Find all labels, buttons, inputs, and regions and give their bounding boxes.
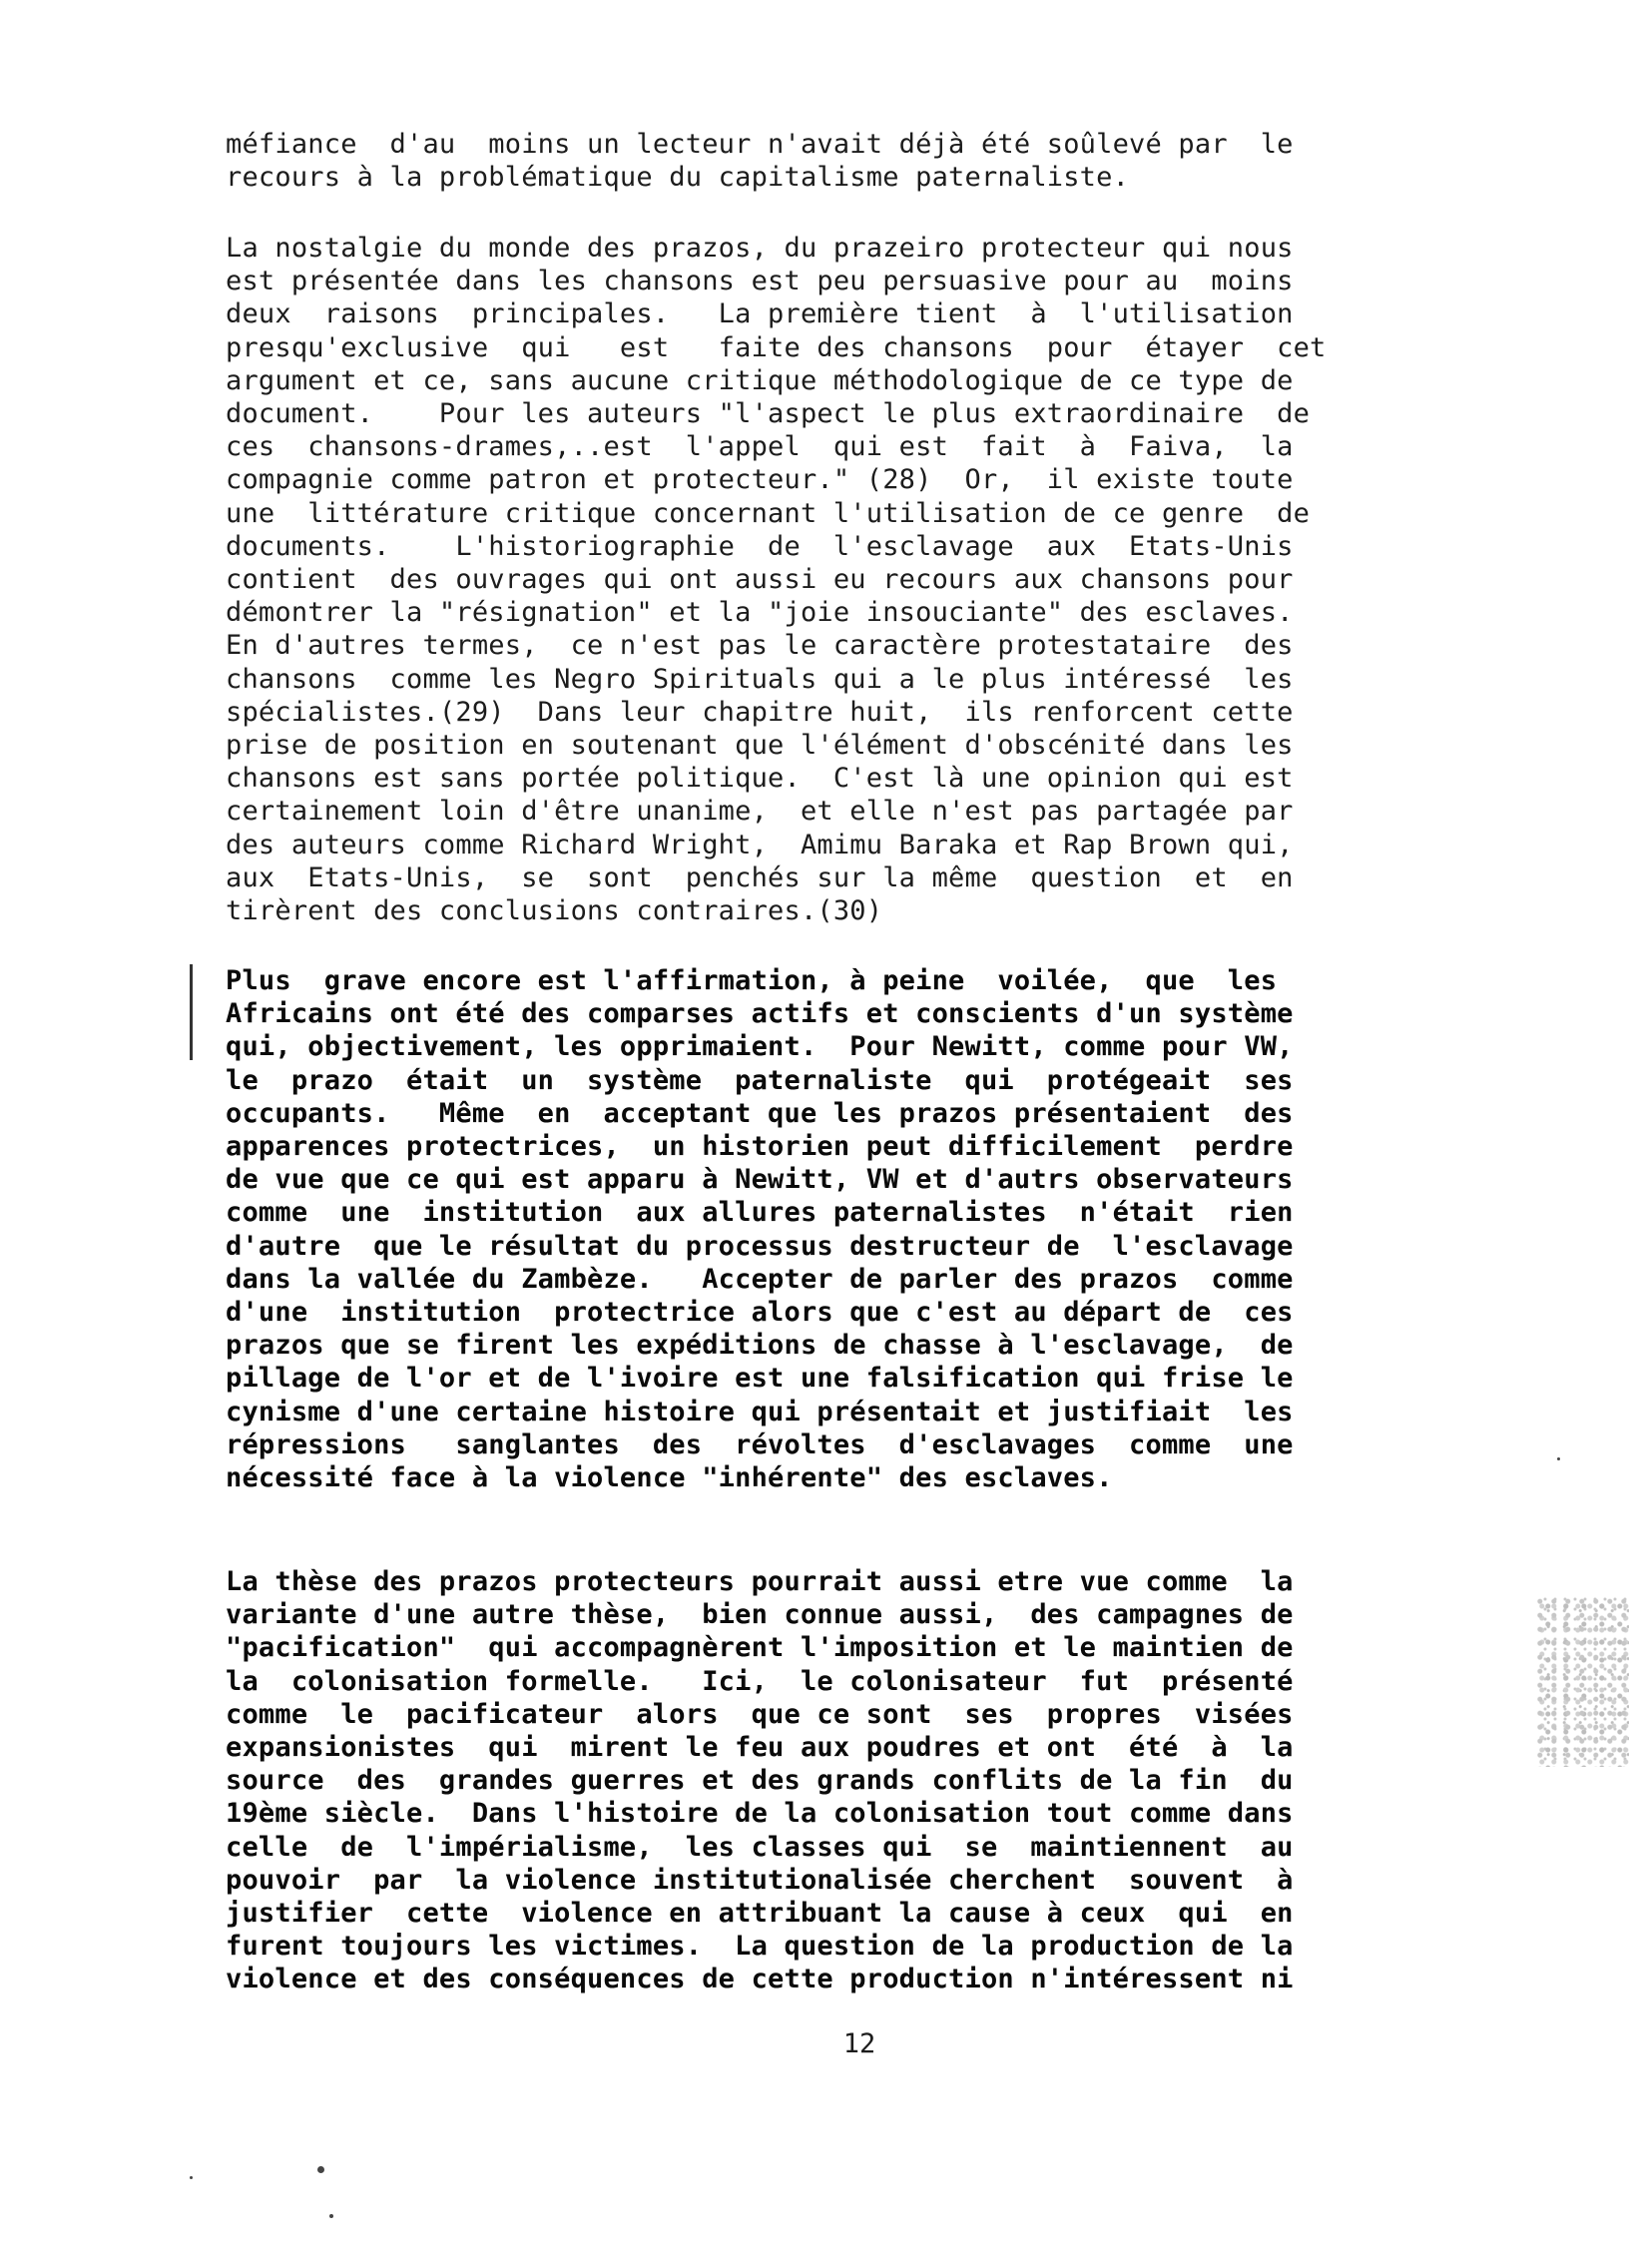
scan-speck xyxy=(329,2214,333,2218)
scan-speck xyxy=(1557,1457,1560,1460)
scan-speck xyxy=(317,2166,324,2173)
paragraph-paternalist-system: Plus grave encore est l'affirmation, à peine voilée, que les Africains ont été des comparses actifs et conscients d'un système qui, objectivement, les opprimaient. Pour Newitt, comme pour VW, le prazo était un système paternaliste qui protégeait ses occupants. Même en acceptant que les prazos présentaient des apparences protectrices, un historien peut difficilement perdre de vue que ce qui est apparu à Newitt, VW et d'autrs observateurs comme une institution aux allures paternalistes n'était rien d'autre que le résultat du processus destructeur de l'esclavage dans la vallée du Zambèze. Accepter de parler des prazos comme d'une institution protectrice alors que c'est au départ de ces prazos que se firent les expéditions de chasse à l'esclavage, de pillage de l'or et de l'ivoire est une falsification qui frise le cynisme d'une certaine histoire qui présentait et justifiait les répressions sanglantes des révoltes d'esclavages comme une nécessité face à la violence "inhérente" des esclaves. xyxy=(226,965,1294,1494)
scan-noise xyxy=(1537,1597,1629,1767)
page-number: 12 xyxy=(842,2028,876,2059)
paragraph-continuation: méfiance d'au moins un lecteur n'avait déjà été soûlevé par le recours à la problématique du capitalisme paternaliste. xyxy=(226,129,1294,194)
paragraph-pacification-thesis: La thèse des prazos protecteurs pourrait aussi etre vue comme la variante d'une autre thèse, bien connue aussi, des campagnes de "pacification" qui accompagnèrent l'imposition et le maintien de la colonisation formelle. Ici, le colonisateur fut présenté comme le pacificateur alors que ce sont ses propres visées expansionistes qui mirent le feu aux poudres et ont été à la source des grandes guerres et des grands conflits de la fin du 19ème siècle. Dans l'histoire de la colonisation tout comme dans celle de l'impérialisme, les classes qui se maintiennent au pouvoir par la violence institutionalisée cherchent souvent à justifier cette violence en attribuant la cause à ceux qui en furent toujours les victimes. La question de la production de la violence et des conséquences de cette production n'intéressent ni xyxy=(226,1566,1294,1995)
scan-speck xyxy=(190,2176,193,2179)
margin-mark xyxy=(190,964,193,1060)
paragraph-prazos-nostalgia: La nostalgie du monde des prazos, du prazeiro protecteur qui nous est présentée dans les chansons est peu persuasive pour au moins deux raisons principales. La première tient à l'utilisation presqu'exclusive qui est faite des chansons pour étayer cet argument et ce, sans aucune critique méthodologique de ce type de document. Pour les auteurs "l'aspect le plus extraordinaire de ces chansons-drames,..est l'appel qui est fait à Faiva, la compagnie comme patron et protecteur." (28) Or, il existe toute une littérature critique concernant l'utilisation de ce genre de documents. L'historiographie de l'esclavage aux Etats-Unis contient des ouvrages qui ont aussi eu recours aux chansons pour démontrer la "résignation" et la "joie insouciante" des esclaves. En d'autres termes, ce n'est pas le caractère protestataire des chansons comme les Negro Spirituals qui a le plus intéressé les spécialistes.(29) Dans leur chapitre huit, ils renforcent cette prise de position en soutenant que l'élément d'obscénité dans les chansons est sans portée politique. C'est là une opinion qui est certainement loin d'être unanime, et elle n'est pas partagée par des auteurs comme Richard Wright, Amimu Baraka et Rap Brown qui, aux Etats-Unis, se sont penchés sur la même question et en tirèrent des conclusions contraires.(30) xyxy=(226,233,1327,927)
